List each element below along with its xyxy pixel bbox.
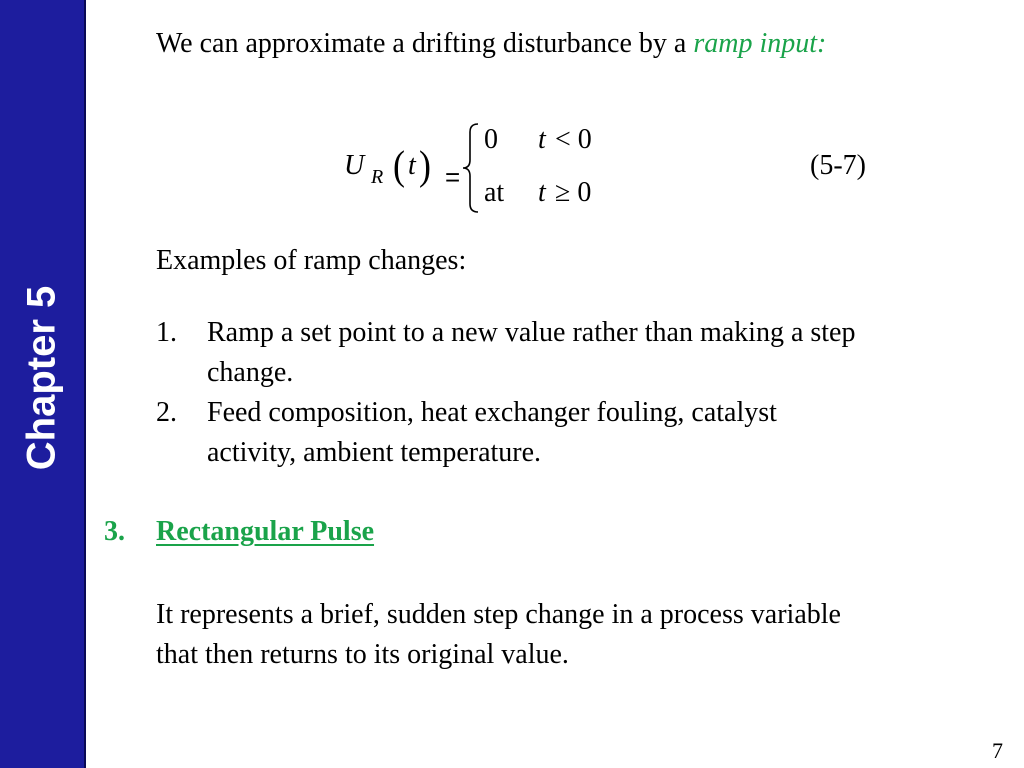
chapter-sidebar xyxy=(0,0,84,768)
case2-variable: t xyxy=(538,177,546,208)
equation-left-paren: ( xyxy=(393,142,405,188)
equation-lhs-subscript: R xyxy=(371,166,384,188)
list-item-line: Feed composition, heat exchanger fouling, catalyst xyxy=(207,397,777,428)
list-item-number: 1. xyxy=(156,317,177,348)
equation-equals-sign: = xyxy=(445,162,461,192)
examples-heading: Examples of ramp changes: xyxy=(156,245,467,276)
intro-text: We can approximate a drifting disturbance by a xyxy=(156,28,694,59)
equation-right-paren: ) xyxy=(419,142,431,188)
equation-number: (5-7) xyxy=(810,150,866,181)
section-title: Rectangular Pulse xyxy=(156,516,375,547)
list-item-line: Ramp a set point to a new value rather than making a step xyxy=(207,317,856,348)
chapter-label: Chapter 5 xyxy=(19,285,64,471)
sidebar-divider xyxy=(84,0,86,768)
section-description-line: It represents a brief, sudden step change in a process variable xyxy=(156,599,841,630)
case1-value: 0 xyxy=(484,124,498,155)
section-description-line: that then returns to its original value. xyxy=(156,639,569,670)
equation-lhs-symbol: U xyxy=(344,150,365,181)
equation-lhs-argument: t xyxy=(408,150,416,181)
case2-condition: ≥ 0 xyxy=(555,177,592,208)
list-item-number: 2. xyxy=(156,397,177,428)
page-number: 7 xyxy=(992,738,1003,763)
case1-condition: < 0 xyxy=(555,124,592,155)
case1-variable: t xyxy=(538,124,546,155)
list-item-line: activity, ambient temperature. xyxy=(207,437,542,468)
ramp-input-term: ramp input xyxy=(693,28,818,59)
equation-brace xyxy=(460,122,482,214)
intro-sentence xyxy=(156,24,826,64)
case2-value: at xyxy=(484,177,505,208)
intro-colon: : xyxy=(817,28,827,59)
section-number: 3. xyxy=(104,516,125,547)
list-item-line: change. xyxy=(207,357,294,388)
